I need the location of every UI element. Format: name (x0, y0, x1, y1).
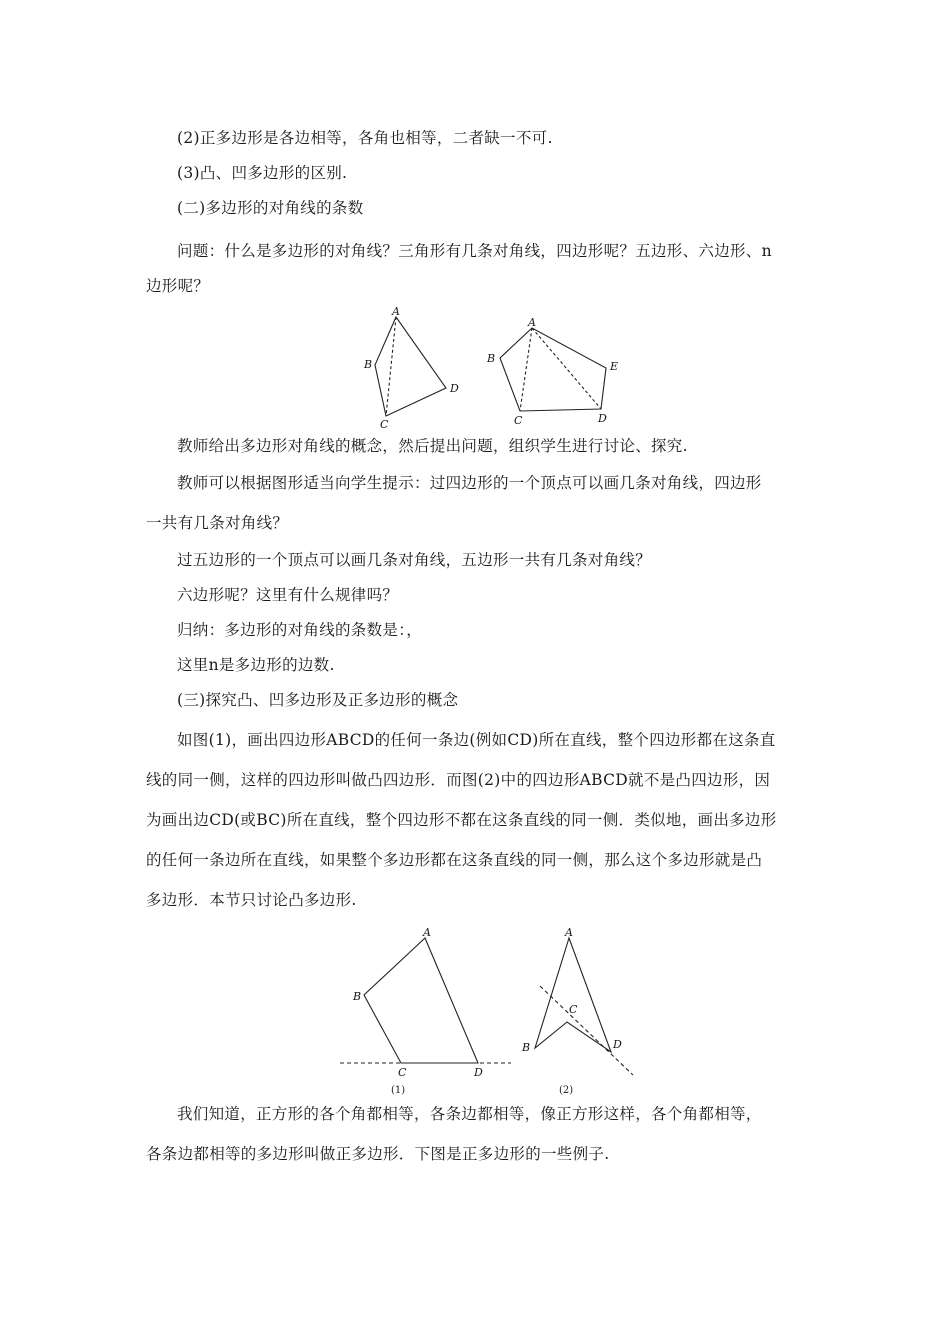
paragraph-n-definition: 这里n是多边形的边数. (177, 656, 335, 674)
pent-label-d: D (598, 412, 607, 425)
concave-caption: (2) (559, 1085, 574, 1096)
convex-label-b: B (353, 990, 362, 1003)
paragraph-summary: 归纳：多边形的对角线的条数是：， (177, 621, 423, 639)
paragraph-question-line2: 边形呢？ (146, 277, 210, 295)
convex-label-c: C (398, 1066, 407, 1079)
section-heading-convex-concave: (三)探究凸、凹多边形及正多边形的概念 (177, 691, 459, 709)
paragraph-convex-concave-note: (3)凸、凹多边形的区别. (177, 164, 348, 182)
quad-label-d: D (450, 382, 459, 395)
quad-label-a: A (392, 305, 400, 318)
concave-quadrilateral-figure (535, 938, 633, 1075)
concave-label-c: C (569, 1003, 578, 1016)
paragraph-teacher-concept: 教师给出多边形对角线的概念，然后提出问题，组织学生进行讨论、探究. (177, 437, 688, 455)
paragraph-hexagon-question: 六边形呢？这里有什么规律吗？ (177, 586, 399, 604)
paragraph-convex-line3: 为画出边CD(或BC)所在直线，整个四边形不都在这条直线的同一侧．类似地，画出多边形 (146, 811, 777, 829)
convex-label-d: D (474, 1066, 483, 1079)
quad-label-b: B (364, 358, 373, 371)
paragraph-teacher-hint-line1: 教师可以根据图形适当向学生提示：过四边形的一个顶点可以画几条对角线，四边形 (177, 474, 762, 492)
paragraph-regular-polygon-line1: 我们知道，正方形的各个角都相等，各条边都相等，像正方形这样，各个角都相等， (177, 1105, 762, 1123)
quad-label-c: C (380, 418, 389, 431)
paragraph-convex-line2: 线的同一侧，这样的四边形叫做凸四边形．而图(2)中的四边形ABCD就不是凸四边形，因 (146, 771, 771, 789)
section-heading-diagonals: (二)多边形的对角线的条数 (177, 199, 364, 217)
paragraph-convex-line1: 如图(1)，画出四边形ABCD的任何一条边(例如CD)所在直线，整个四边形都在这条直 (177, 731, 776, 749)
paragraph-convex-line5: 多边形．本节只讨论凸多边形. (146, 891, 357, 909)
figure-diagonals (340, 300, 640, 435)
pent-label-e: E (610, 360, 619, 373)
convex-caption: (1) (391, 1085, 406, 1096)
paragraph-teacher-hint-line2: 一共有几条对角线？ (146, 514, 289, 532)
concave-label-b: B (522, 1041, 531, 1054)
concave-label-a: A (565, 926, 573, 939)
figure-convex-concave (335, 920, 645, 1100)
convex-quadrilateral-figure (340, 938, 511, 1063)
paragraph-question-line1: 问题：什么是多边形的对角线？三角形有几条对角线，四边形呢？五边形、六边形、n (177, 242, 772, 260)
concave-label-d: D (613, 1038, 622, 1051)
convex-label-a: A (423, 926, 431, 939)
pent-label-b: B (487, 352, 496, 365)
quadrilateral-figure (375, 317, 446, 416)
paragraph-regular-polygon-line2: 各条边都相等的多边形叫做正多边形．下图是正多边形的一些例子. (146, 1145, 610, 1163)
paragraph-pentagon-question: 过五边形的一个顶点可以画几条对角线，五边形一共有几条对角线？ (177, 551, 652, 569)
pentagon-figure (500, 328, 606, 411)
paragraph-regular-polygon-note: (2)正多边形是各边相等，各角也相等，二者缺一不可. (177, 129, 553, 147)
pent-label-c: C (514, 414, 523, 427)
pent-label-a: A (528, 316, 536, 329)
paragraph-convex-line4: 的任何一条边所在直线，如果整个多边形都在这条直线的同一侧，那么这个多边形就是凸 (146, 851, 763, 869)
